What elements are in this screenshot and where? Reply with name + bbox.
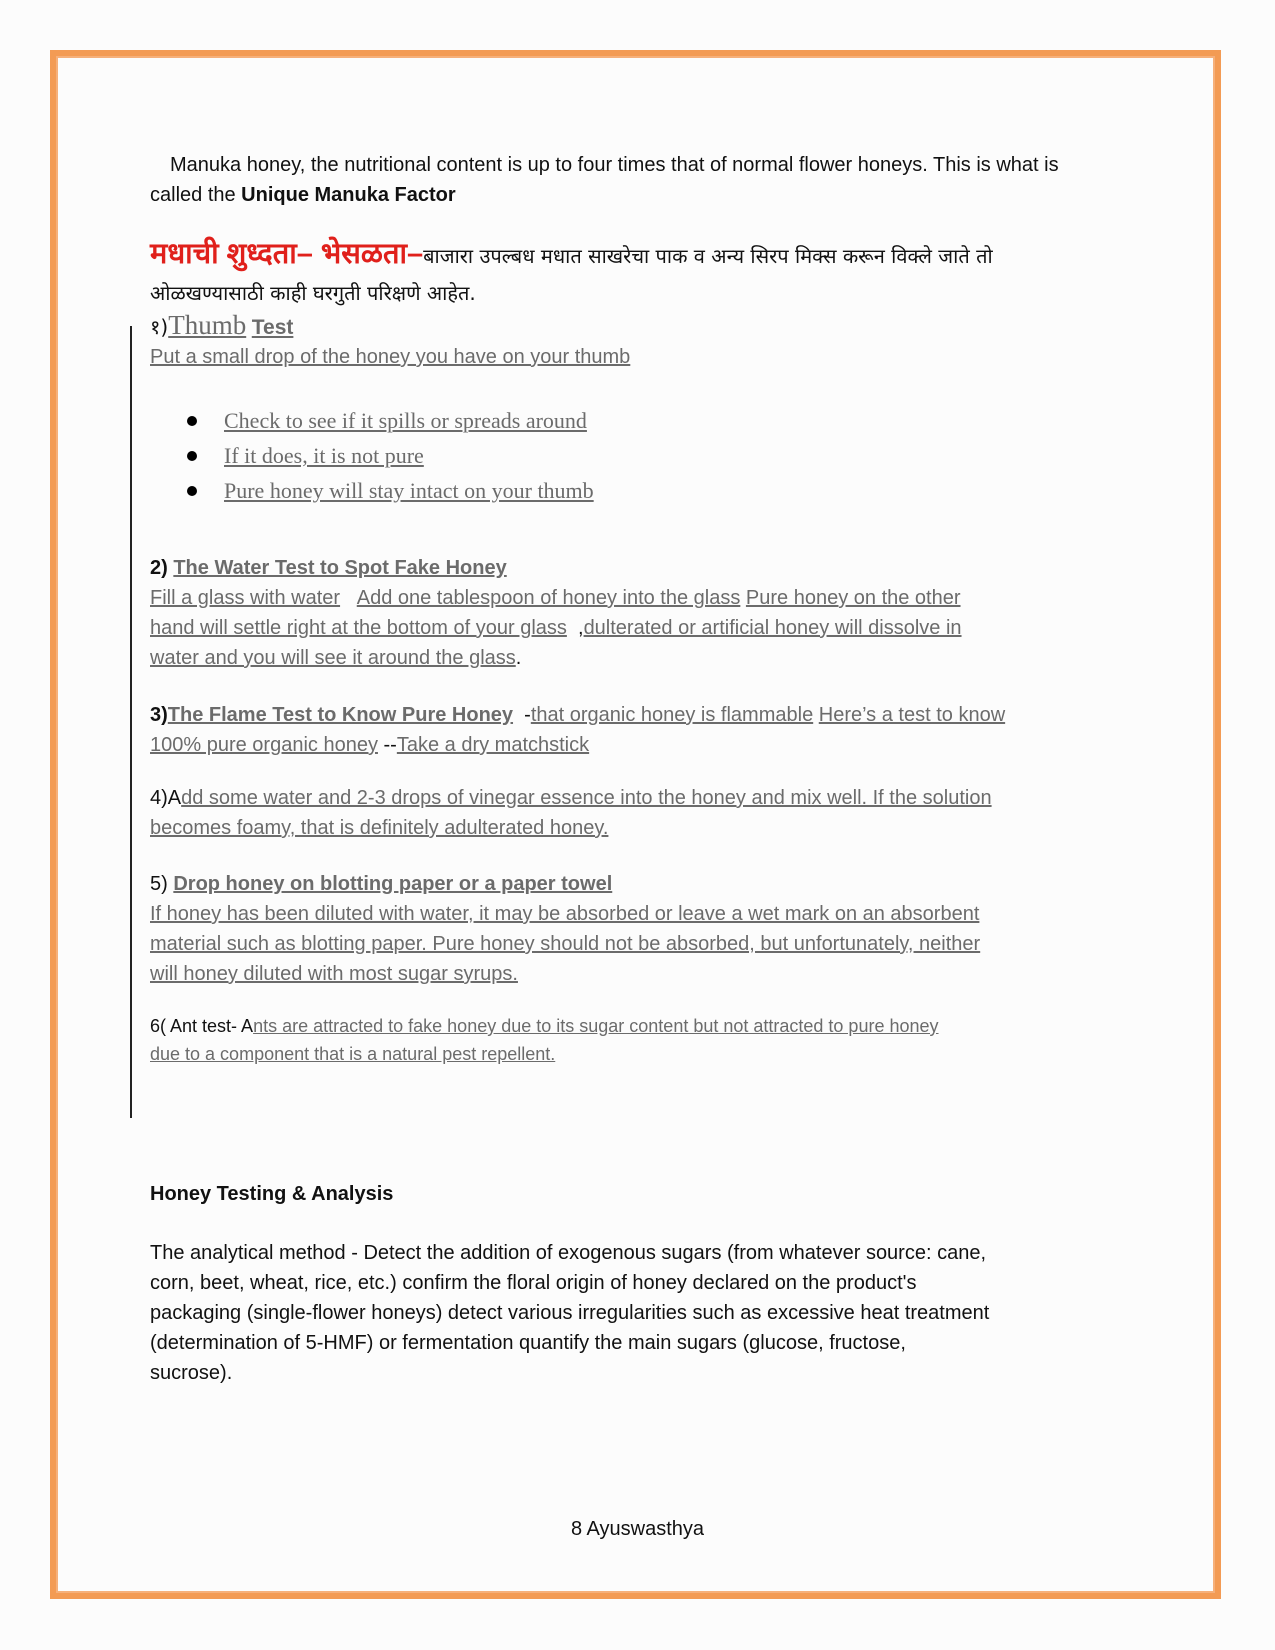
test6-text-1: nts are attracted to fake honey due to its sugar content but not attracted to pure honey	[253, 1016, 939, 1036]
test4-text-1: dd some water and 2-3 drops of vinegar essence into the honey and mix well. If the solution	[181, 787, 992, 809]
test3-number: 3)	[150, 704, 168, 726]
test5-title: Drop honey on blotting paper or a paper towel	[173, 873, 613, 895]
test1-heading	[150, 310, 1130, 343]
page-footer: 8 Ayuswasthya	[570, 1518, 705, 1540]
bullet-text: Check to see if it spills or spreads around	[224, 408, 587, 433]
test2-text-f: water and you will see it around the glass	[150, 647, 516, 669]
test1-description: Put a small drop of the honey you have on your thumb	[150, 346, 631, 368]
test2-text-d: hand will settle right at the bottom of your glass	[150, 617, 567, 639]
bullet-dot-icon	[187, 486, 197, 496]
analysis-line: corn, beet, wheat, rice, etc.) confirm the floral origin of honey declared on the product's	[150, 1272, 917, 1294]
bullet-text: If it does, it is not pure	[224, 443, 424, 468]
bullet-dot-icon	[187, 416, 197, 426]
test5-section	[150, 869, 1130, 989]
test3-line-2: 100% pure organic honey --Take a dry matchstick	[150, 734, 590, 756]
analysis-line: The analytical method - Detect the addition of exogenous sugars (from whatever source: cane,	[150, 1242, 987, 1264]
marathi-heading: मधाची शुध्दता– भेसळता–	[150, 238, 424, 270]
test4-line-1	[150, 783, 1130, 813]
test5-text-1: If honey has been diluted with water, it may be absorbed or leave a wet mark on an absorbent	[150, 903, 980, 925]
test3-text-d: Take a dry matchstick	[396, 734, 590, 756]
analysis-line: sucrose).	[150, 1362, 233, 1384]
marathi-paragraph	[150, 236, 1130, 311]
test6-text-2: due to a component that is a natural pest repellent.	[150, 1044, 556, 1064]
test1-bullet-list	[150, 403, 1130, 508]
test4-section	[150, 783, 1130, 843]
test3-title: The Flame Test to Know Pure Honey	[167, 704, 514, 726]
intro-line-1: Manuka honey, the nutritional content is up to four times that of normal flower honeys. This is what is	[170, 154, 1059, 176]
bullet-item	[150, 438, 1130, 473]
test5-text-3: will honey diluted with most sugar syrups.	[150, 963, 518, 985]
marathi-line-1	[150, 236, 1130, 275]
test6-section	[150, 1012, 1130, 1068]
revision-bar	[130, 326, 132, 1118]
analysis-line: (determination of 5-HMF) or fermentation quantify the main sugars (glucose, fructose,	[150, 1332, 906, 1354]
test3-section	[150, 700, 1130, 760]
test4-prefix: 4)A	[150, 787, 182, 809]
test2-heading	[150, 553, 1130, 583]
marathi-text: बाजारा उपल्बध मधात साखरेचा पाक व अन्य सिरप मिक्स करून विक्ले जाते तो	[423, 244, 993, 268]
test3-text-a: that organic honey is flammable	[530, 704, 814, 726]
test6-prefix: 6( Ant test- A	[150, 1016, 254, 1036]
analysis-paragraph	[150, 1238, 1130, 1388]
intro-line-2-text: called the	[150, 184, 242, 206]
test2-line-2: hand will settle right at the bottom of your glass ,dulterated or artificial honey will dissolve in	[150, 617, 962, 639]
marathi-line-2: ओळखण्यासाठी काही घरगुती परिक्षणे आहेत.	[150, 281, 476, 305]
test2-section	[150, 553, 1130, 673]
test4-text-2: becomes foamy, that is definitely adulterated honey.	[150, 817, 609, 839]
bullet-item	[150, 403, 1130, 438]
analysis-heading: Honey Testing & Analysis	[150, 1183, 394, 1205]
test2-text-a: Fill a glass with water	[150, 587, 341, 609]
bullet-item	[150, 473, 1130, 508]
test2-title: The Water Test to Spot Fake Honey	[173, 557, 507, 579]
test2-text-c: Pure honey on the other	[745, 587, 961, 609]
test1-number: १)	[150, 315, 169, 339]
test6-line-1	[150, 1012, 1130, 1040]
test5-text-2: material such as blotting paper. Pure honey should not be absorbed, but unfortunately, neither	[150, 933, 981, 955]
test5-number: 5)	[150, 873, 174, 895]
test2-line-3: water and you will see it around the glass.	[150, 647, 522, 669]
test5-heading	[150, 869, 1130, 899]
test3-text-c: 100% pure organic honey	[150, 734, 378, 756]
test1-title-test: Test	[251, 316, 294, 339]
bullet-dot-icon	[187, 451, 197, 461]
test3-text-b: Here’s a test to know	[818, 704, 1006, 726]
intro-line-2	[150, 180, 1130, 210]
test2-text-b: Add one tablespoon of honey into the glass	[356, 587, 741, 609]
test2-number: 2)	[150, 557, 174, 579]
test2-text-e: dulterated or artificial honey will dissolve in	[583, 617, 962, 639]
test3-line-1: 3)The Flame Test to Know Pure Honey -that organic honey is flammable Here’s a test to know	[150, 704, 1006, 726]
unique-manuka-factor: Unique Manuka Factor	[241, 184, 456, 206]
test1-title-thumb: Thumb	[168, 310, 247, 340]
test2-line-1	[150, 583, 1130, 613]
analysis-line: packaging (single-flower honeys) detect various irregularities such as excessive heat treatment	[150, 1302, 990, 1324]
intro-paragraph	[150, 150, 1130, 210]
bullet-text: Pure honey will stay intact on your thumb	[224, 478, 594, 503]
